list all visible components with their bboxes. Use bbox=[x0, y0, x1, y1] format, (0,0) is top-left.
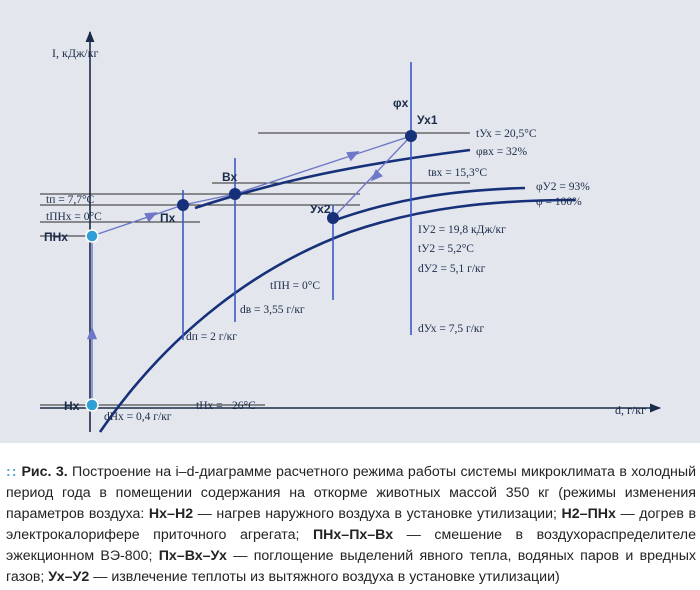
caption-seg-3: ПНх–Пх–Вх bbox=[312, 527, 394, 543]
label-ux2: Ух2 bbox=[310, 202, 331, 216]
point-ux1 bbox=[405, 130, 417, 142]
label-t-u2: tУ2 = 5,2°C bbox=[418, 243, 474, 255]
label-d-p: dп = 2 г/кг bbox=[186, 331, 237, 343]
caption-text-6: — извлечение теплоты из вытяжного воздуха в установке утилизации) bbox=[89, 569, 560, 585]
label-t-ph: tПН = 0°C bbox=[270, 280, 321, 292]
label-phi-vx: φвх = 32% bbox=[476, 146, 528, 158]
x-axis-label: d, г/кг bbox=[615, 403, 647, 417]
label-d-hx: dНх = 0,4 г/кг bbox=[104, 411, 172, 423]
label-d-ux: dУх = 7,5 г/кг bbox=[418, 323, 485, 335]
caption-text-2: — нагрев наружного воздуха в установке утилизации; bbox=[193, 506, 562, 522]
caption-fig-label: Рис. 3. bbox=[21, 464, 68, 480]
label-t-p: tп = 7,7°C bbox=[46, 194, 95, 206]
label-I-u2: IУ2 = 19,8 кДж/кг bbox=[418, 224, 506, 236]
caption-seg-5: Ух–У2 bbox=[48, 569, 90, 585]
caption-seg-4: Пх–Вх–Ух bbox=[158, 548, 227, 564]
process-vx-ux1 bbox=[235, 136, 411, 194]
caption-seg-1: Нх–Н2 bbox=[148, 506, 194, 522]
point-hx bbox=[86, 399, 98, 411]
label-t-phx: tПНх = 0°C bbox=[46, 211, 102, 223]
label-phi-x: φх bbox=[393, 96, 409, 110]
label-phi-u2: φУ2 = 93% bbox=[536, 181, 590, 193]
point-phx bbox=[86, 230, 98, 242]
label-phx: ПНх bbox=[44, 230, 68, 244]
y-axis-label: I, кДж/кг bbox=[52, 46, 99, 60]
process-arrow-phx-px bbox=[150, 215, 152, 216]
caption-text-1: Построение на i–d-диаграмме расчетного режима работы системы микроклимата в холодный период года в помещении содержания на откорме животных массой 350 кг (режимы изменения параметров воздуха: bbox=[6, 464, 696, 522]
label-t-vx: tвх = 15,3°C bbox=[428, 167, 488, 179]
process-arrow-ux1-ux2 bbox=[375, 176, 376, 177]
label-t-hx: tНх = −26°C bbox=[196, 400, 256, 412]
caption-seg-2: Н2–ПНх bbox=[561, 506, 616, 522]
process-arrow-vx-ux1 bbox=[352, 154, 354, 155]
label-t-ux: tУх = 20,5°C bbox=[476, 128, 537, 140]
caption-dots: :: bbox=[6, 464, 18, 480]
label-px: Пх bbox=[160, 211, 176, 225]
label-phi-100: φ = 100% bbox=[536, 196, 582, 208]
label-d-u2: dУ2 = 5,1 г/кг bbox=[418, 263, 486, 275]
figure-caption bbox=[6, 462, 696, 588]
label-vx: Вх bbox=[222, 170, 238, 184]
label-d-v: dв = 3,55 г/кг bbox=[240, 304, 305, 316]
label-ux1: Ух1 bbox=[417, 113, 438, 127]
label-hx: Нх bbox=[64, 399, 80, 413]
point-vx bbox=[229, 188, 241, 200]
caption-text-3: — догрев в электрокалорифере приточного агрегата; bbox=[6, 506, 697, 543]
caption-text-5: — поглощение выделений явного тепла, водяных паров и вредных газов; bbox=[6, 548, 696, 585]
point-px bbox=[177, 199, 189, 211]
caption-text-4: — смешение в воздухораспределителе эжекционном ВЭ-800; bbox=[6, 527, 696, 564]
